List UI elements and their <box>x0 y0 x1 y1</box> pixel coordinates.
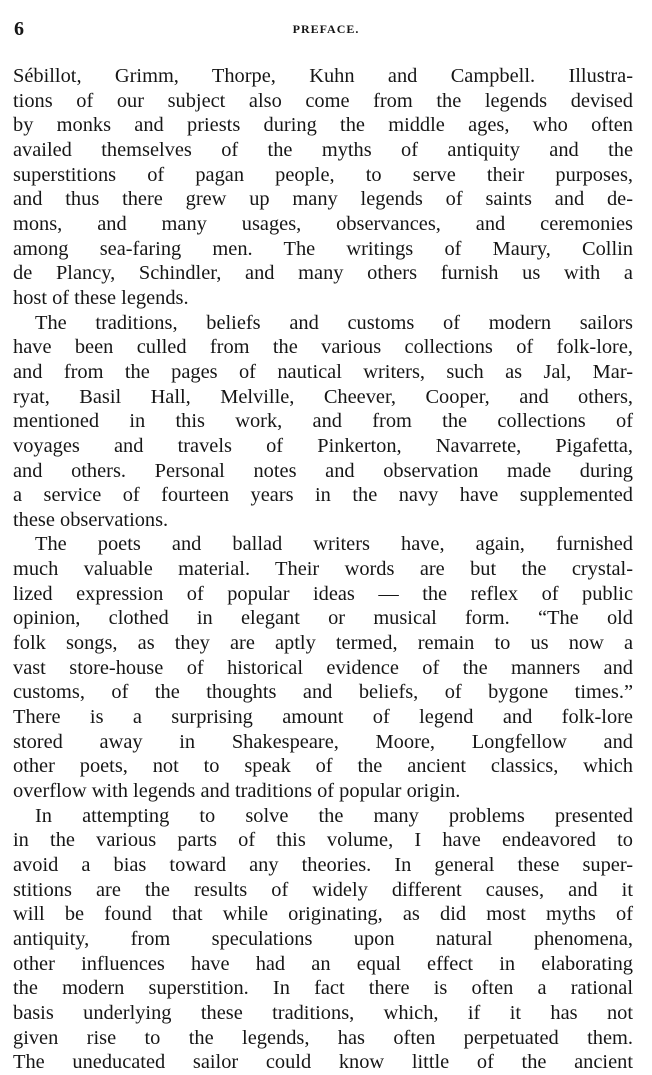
text-line: customs, of the thoughts and beliefs, of bygone times.” <box>13 681 633 704</box>
text-line: Sébillot, Grimm, Thorpe, Kuhn and Campbell. Illustra- <box>13 65 633 87</box>
text-line: and thus there grew up many legends of saints and de- <box>13 188 633 211</box>
text-line: have been culled from the various collections of folk-lore, <box>13 336 633 359</box>
paragraph <box>13 532 633 803</box>
text-line: stored away in Shakespeare, Moore, Longfellow and <box>13 730 633 753</box>
text-line: There is a surprising amount of legend and folk-lore <box>13 706 633 729</box>
text-line: In attempting to solve the many problems presented <box>35 804 633 827</box>
text-line: mentioned in this work, and from the collections of <box>13 410 633 433</box>
paragraph <box>13 804 633 1075</box>
text-line: among sea-faring men. The writings of Maury, Collin <box>13 237 633 260</box>
text-line: a service of fourteen years in the navy have supplemented <box>13 484 633 507</box>
text-line: the modern superstition. In fact there is often a rational <box>13 977 633 1000</box>
page-header <box>0 17 652 41</box>
text-line: The uneducated sailor could know little of the ancient <box>13 1051 633 1074</box>
text-line: will be found that while originating, as did most myths of <box>13 903 633 926</box>
text-line: tions of our subject also come from the legends devised <box>13 89 633 112</box>
text-line: and from the pages of nautical writers, such as Jal, Mar- <box>13 360 633 383</box>
text-line: folk songs, as they are aptly termed, remain to us now a <box>13 632 633 655</box>
text-line: antiquity, from speculations upon natural phenomena, <box>13 927 633 950</box>
paragraph <box>13 311 633 533</box>
text-line: The poets and ballad writers have, again, furnished <box>35 533 633 556</box>
running-title: PREFACE. <box>292 22 360 36</box>
text-line: other poets, not to speak of the ancient classics, which <box>13 755 633 778</box>
text-line: ryat, Basil Hall, Melville, Cheever, Cooper, and others, <box>13 385 633 408</box>
text-line: much valuable material. Their words are but the crystal- <box>13 558 633 581</box>
text-line: voyages and travels of Pinkerton, Navarrete, Pigafetta, <box>13 434 633 457</box>
text-line: by monks and priests during the middle ages, who often <box>13 114 633 137</box>
text-line: opinion, clothed in elegant or musical form. “The old <box>13 607 633 630</box>
text-line: and others. Personal notes and observation made during <box>13 459 633 482</box>
text-line: stitions are the results of widely different causes, and it <box>13 878 633 901</box>
body-text <box>13 64 633 1075</box>
text-line: basis underlying these traditions, which, if it has not <box>13 1001 633 1024</box>
text-line: vast store-house of historical evidence of the manners and <box>13 656 633 679</box>
text-line: host of these legends. <box>13 286 189 309</box>
page-number: 6 <box>14 18 24 40</box>
text-line: lized expression of popular ideas — the reflex of public <box>13 582 633 605</box>
text-line: other influences have had an equal effect in elaborating <box>13 952 633 975</box>
text-line: these observations. <box>13 508 169 531</box>
text-line: avoid a bias toward any theories. In general these super- <box>13 854 633 876</box>
text-line: availed themselves of the myths of antiquity and the <box>13 138 633 161</box>
text-line: given rise to the legends, has often perpetuated them. <box>13 1026 633 1049</box>
text-line: mons, and many usages, observances, and ceremonies <box>13 212 633 235</box>
text-line: de Plancy, Schindler, and many others furnish us with a <box>13 262 633 285</box>
text-line: The traditions, beliefs and customs of modern sailors <box>35 311 633 334</box>
text-line: in the various parts of this volume, I have endeavored to <box>13 829 633 852</box>
text-line: overflow with legends and traditions of popular origin. <box>13 780 461 803</box>
paragraph <box>13 64 633 311</box>
text-line: superstitions of pagan people, to serve their purposes, <box>13 163 633 186</box>
